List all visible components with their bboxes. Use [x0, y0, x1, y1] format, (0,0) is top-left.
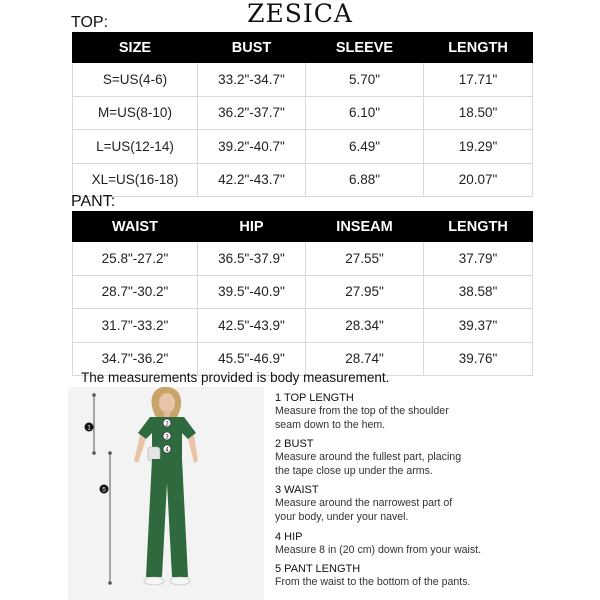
table-row [73, 163, 533, 197]
guide-dot [108, 451, 112, 455]
inseam-cell: 27.55" [306, 242, 424, 276]
bust-cell: 39.2"-40.7" [198, 130, 306, 164]
hip-cell: 42.5"-43.9" [198, 309, 306, 343]
length-cell: 17.71" [424, 63, 533, 97]
measurement-note: The measurements provided is body measurement. [81, 370, 390, 385]
model-photo-panel [68, 387, 264, 600]
instruction-pant-length [275, 563, 595, 590]
instruction-text: Measure around the narrowest part of [275, 497, 453, 510]
length-cell: 18.50" [424, 96, 533, 130]
marker-label: 1 [87, 424, 91, 432]
table-row [73, 309, 533, 343]
bust-cell: 42.2"-43.7" [198, 163, 306, 197]
sleeve-cell: 6.49" [306, 130, 424, 164]
left-shoe-shape [144, 577, 164, 585]
column-header: SIZE [73, 33, 198, 63]
length-cell: 38.58" [424, 275, 533, 309]
size-cell: XL=US(16-18) [73, 163, 198, 197]
marker-2-icon [163, 419, 171, 427]
instruction-text: Measure from the top of the shoulder [275, 405, 449, 417]
marker-4-icon [163, 445, 171, 453]
column-header: LENGTH [424, 212, 533, 242]
table-row [73, 96, 533, 130]
table-header-row [73, 212, 533, 242]
instruction-hip [275, 531, 595, 558]
inseam-cell: 28.34" [306, 309, 424, 343]
measurement-instructions [275, 392, 595, 596]
instruction-bust [275, 438, 595, 478]
handbag-shape [148, 447, 160, 461]
column-header: WAIST [73, 212, 198, 242]
hip-cell: 39.5"-40.9" [198, 275, 306, 309]
size-cell: L=US(12-14) [73, 130, 198, 164]
green-pants-shape [146, 459, 188, 577]
waist-cell: 31.7"-33.2" [73, 309, 198, 343]
top-section-label: TOP: [71, 14, 109, 31]
instruction-title: 3 WAIST [275, 484, 319, 497]
size-cell: S=US(4-6) [73, 63, 198, 97]
length-cell: 19.29" [424, 130, 533, 164]
instruction-title: 5 PANT LENGTH [275, 563, 361, 576]
brand-logo: ZESICA [247, 0, 353, 28]
waist-cell: 28.7"-30.2" [73, 275, 198, 309]
marker-label: 5 [102, 486, 106, 494]
column-header: HIP [198, 212, 306, 242]
marker-5-icon [100, 485, 109, 494]
column-header: LENGTH [424, 33, 533, 63]
sleeve-cell: 6.10" [306, 96, 424, 130]
instruction-text: seam down to the hem. [275, 418, 386, 431]
pant-size-table [72, 211, 533, 376]
waist-cell: 25.8"-27.2" [73, 242, 198, 276]
left-arm-shape [134, 435, 146, 463]
hip-cell: 36.5"-37.9" [198, 242, 306, 276]
table-row [73, 275, 533, 309]
sleeve-cell: 6.88" [306, 163, 424, 197]
guide-dot [92, 451, 96, 455]
marker-label: 2 [165, 421, 169, 428]
bust-cell: 33.2"-34.7" [198, 63, 306, 97]
table-row [73, 63, 533, 97]
length-cell: 20.07" [424, 163, 533, 197]
table-row [73, 130, 533, 164]
neck-shape [164, 411, 170, 417]
marker-3-icon [163, 432, 171, 440]
inseam-cell: 27.95" [306, 275, 424, 309]
column-header: INSEAM [306, 212, 424, 242]
instruction-text: From the waist to the bottom of the pants. [275, 576, 471, 589]
pant-section-label: PANT: [71, 193, 116, 210]
guide-dot [92, 393, 96, 397]
instruction-title: 2 BUST [275, 438, 314, 451]
marker-1-icon [85, 423, 94, 432]
instruction-text: Measure around the fullest part, placing [275, 451, 462, 464]
table-row [73, 242, 533, 276]
instruction-title: 1 TOP LENGTH [275, 392, 354, 404]
instruction-text: your body, under your navel. [275, 510, 409, 523]
top-size-table [72, 32, 533, 197]
instruction-title: 4 HIP [275, 530, 303, 543]
sleeve-cell: 5.70" [306, 63, 424, 97]
marker-label: 4 [165, 447, 169, 454]
column-header: BUST [198, 33, 306, 63]
right-arm-shape [188, 435, 198, 463]
right-shoe-shape [170, 577, 190, 585]
column-header: SLEEVE [306, 33, 424, 63]
instruction-top-length [275, 392, 595, 432]
bust-cell: 36.2"-37.7" [198, 96, 306, 130]
inseam-cell: 28.74" [306, 342, 424, 376]
waist-cell: 34.7"-36.2" [73, 342, 198, 376]
instruction-waist [275, 484, 595, 524]
marker-label: 3 [165, 434, 169, 441]
face-shape [159, 393, 175, 413]
hip-cell: 45.5"-46.9" [198, 342, 306, 376]
table-header-row [73, 33, 533, 63]
size-cell: M=US(8-10) [73, 96, 198, 130]
instruction-text: Measure 8 in (20 cm) down from your waist. [275, 543, 482, 556]
length-cell: 37.79" [424, 242, 533, 276]
model-figure-illustration [68, 387, 264, 600]
instruction-text: the tape close up under the arms. [275, 464, 433, 477]
length-cell: 39.37" [424, 309, 533, 343]
length-cell: 39.76" [424, 342, 533, 376]
guide-dot [108, 581, 112, 585]
